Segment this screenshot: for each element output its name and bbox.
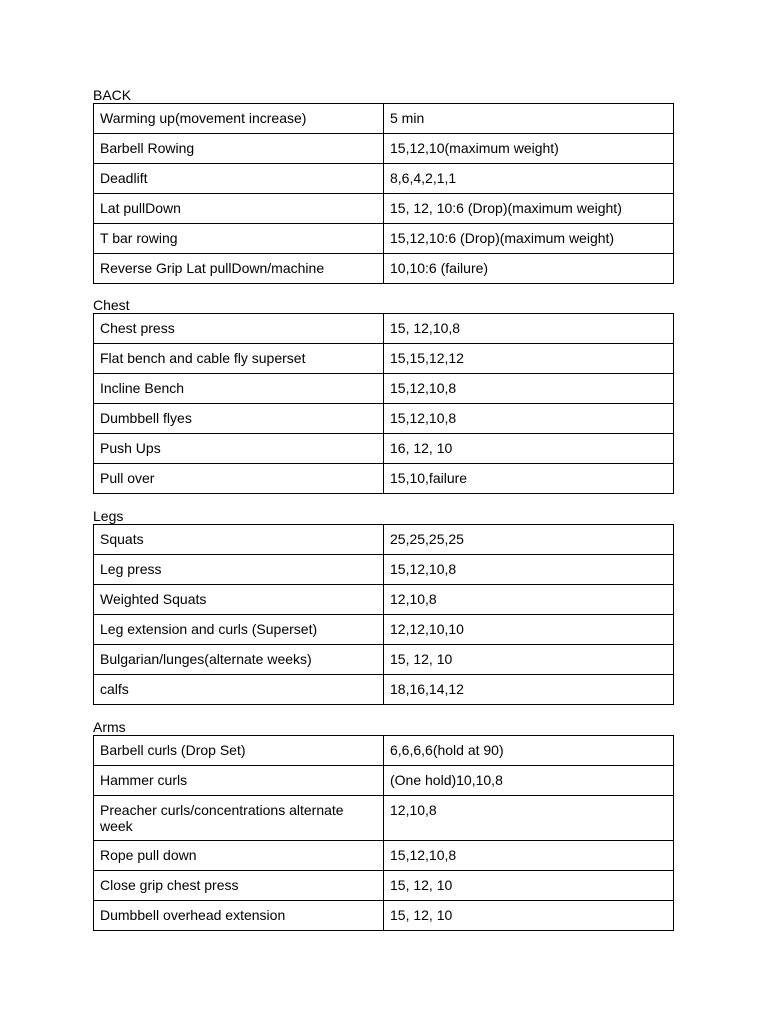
- exercise-cell: Close grip chest press: [94, 871, 384, 901]
- workout-table: [93, 313, 674, 494]
- table-row: [94, 164, 674, 194]
- table-row: [94, 464, 674, 494]
- section-legs: [93, 508, 673, 705]
- table-row: [94, 344, 674, 374]
- reps-cell: 15,12,10,8: [384, 555, 674, 585]
- exercise-cell: Weighted Squats: [94, 585, 384, 615]
- workout-table: [93, 524, 674, 705]
- exercise-cell: Dumbbell flyes: [94, 404, 384, 434]
- exercise-cell: Leg extension and curls (Superset): [94, 615, 384, 645]
- reps-cell: 12,10,8: [384, 796, 674, 841]
- table-row: [94, 104, 674, 134]
- table-row: [94, 645, 674, 675]
- reps-cell: (One hold)10,10,8: [384, 766, 674, 796]
- table-row: [94, 615, 674, 645]
- reps-cell: 15, 12, 10: [384, 645, 674, 675]
- table-row: [94, 555, 674, 585]
- reps-cell: 15,10,failure: [384, 464, 674, 494]
- exercise-cell: Reverse Grip Lat pullDown/machine: [94, 254, 384, 284]
- table-row: [94, 871, 674, 901]
- reps-cell: 8,6,4,2,1,1: [384, 164, 674, 194]
- table-row: [94, 374, 674, 404]
- reps-cell: 15, 12,10,8: [384, 314, 674, 344]
- exercise-cell: Bulgarian/lunges(alternate weeks): [94, 645, 384, 675]
- exercise-cell: Push Ups: [94, 434, 384, 464]
- exercise-cell: Warming up(movement increase): [94, 104, 384, 134]
- exercise-cell: Lat pullDown: [94, 194, 384, 224]
- reps-cell: 15,12,10,8: [384, 404, 674, 434]
- table-row: [94, 585, 674, 615]
- section-title: Arms: [93, 719, 126, 735]
- section-back: [93, 87, 673, 284]
- exercise-cell: Deadlift: [94, 164, 384, 194]
- table-row: [94, 224, 674, 254]
- exercise-cell: Preacher curls/concentrations alternate week: [94, 796, 384, 841]
- reps-cell: 25,25,25,25: [384, 525, 674, 555]
- exercise-cell: Hammer curls: [94, 766, 384, 796]
- reps-cell: 12,12,10,10: [384, 615, 674, 645]
- reps-cell: 15,12,10(maximum weight): [384, 134, 674, 164]
- table-row: [94, 314, 674, 344]
- exercise-cell: Barbell curls (Drop Set): [94, 736, 384, 766]
- reps-cell: 10,10:6 (failure): [384, 254, 674, 284]
- reps-cell: 5 min: [384, 104, 674, 134]
- reps-cell: 15,12,10,8: [384, 374, 674, 404]
- section-title: Chest: [93, 297, 130, 313]
- section-chest: [93, 297, 673, 494]
- table-row: [94, 434, 674, 464]
- table-row: [94, 134, 674, 164]
- table-row: [94, 736, 674, 766]
- exercise-cell: Squats: [94, 525, 384, 555]
- reps-cell: 15, 12, 10:6 (Drop)(maximum weight): [384, 194, 674, 224]
- reps-cell: 15,15,12,12: [384, 344, 674, 374]
- exercise-cell: Chest press: [94, 314, 384, 344]
- table-row: [94, 254, 674, 284]
- section-title: Legs: [93, 508, 124, 524]
- exercise-cell: Rope pull down: [94, 841, 384, 871]
- exercise-cell: Dumbbell overhead extension: [94, 901, 384, 931]
- exercise-cell: Incline Bench: [94, 374, 384, 404]
- reps-cell: 6,6,6,6(hold at 90): [384, 736, 674, 766]
- reps-cell: 18,16,14,12: [384, 675, 674, 705]
- reps-cell: 15, 12, 10: [384, 901, 674, 931]
- section-arms: [93, 719, 673, 931]
- reps-cell: 15,12,10,8: [384, 841, 674, 871]
- exercise-cell: Leg press: [94, 555, 384, 585]
- workout-table: [93, 735, 674, 931]
- table-row: [94, 675, 674, 705]
- table-row: [94, 841, 674, 871]
- exercise-cell: T bar rowing: [94, 224, 384, 254]
- exercise-cell: Barbell Rowing: [94, 134, 384, 164]
- reps-cell: 16, 12, 10: [384, 434, 674, 464]
- table-row: [94, 525, 674, 555]
- exercise-cell: Flat bench and cable fly superset: [94, 344, 384, 374]
- reps-cell: 15,12,10:6 (Drop)(maximum weight): [384, 224, 674, 254]
- table-row: [94, 901, 674, 931]
- workout-table: [93, 103, 674, 284]
- table-row: [94, 194, 674, 224]
- table-row: [94, 796, 674, 841]
- exercise-cell: calfs: [94, 675, 384, 705]
- exercise-cell: Pull over: [94, 464, 384, 494]
- reps-cell: 12,10,8: [384, 585, 674, 615]
- section-title: BACK: [93, 87, 132, 103]
- reps-cell: 15, 12, 10: [384, 871, 674, 901]
- table-row: [94, 766, 674, 796]
- table-row: [94, 404, 674, 434]
